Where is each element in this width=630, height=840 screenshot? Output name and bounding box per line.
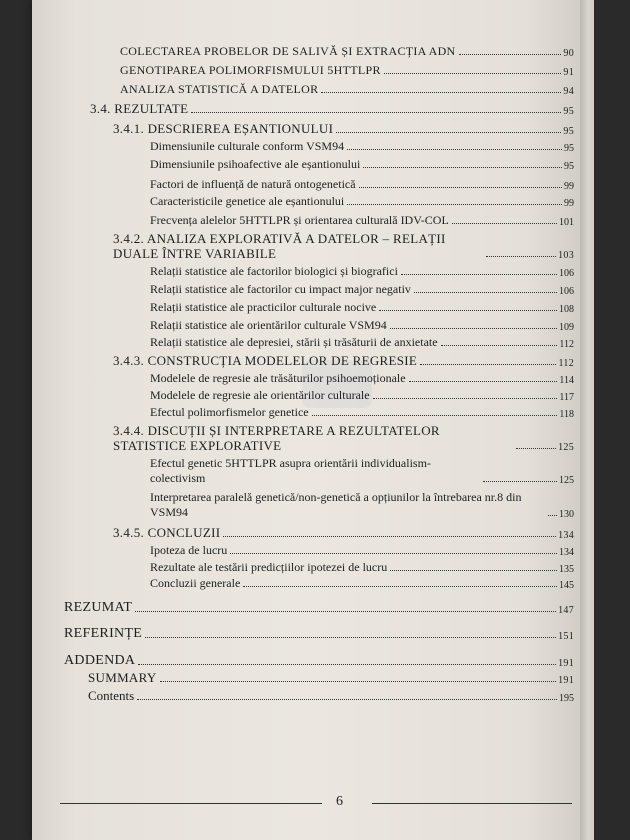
dot-leader bbox=[359, 187, 562, 188]
footer-rule-left bbox=[60, 803, 322, 804]
toc-entry-page: 106 bbox=[559, 268, 574, 279]
toc-entry-title: Relații statistice ale depresiei, stării și trăsăturii de anxietate bbox=[150, 335, 438, 349]
toc-entry-title: SUMMARY bbox=[88, 670, 157, 685]
toc-entry-title: GENOTIPAREA POLIMORFISMULUI 5HTTLPR bbox=[120, 63, 381, 77]
toc-entry-page: 106 bbox=[559, 286, 574, 297]
toc-entry bbox=[150, 456, 574, 486]
dot-leader bbox=[390, 570, 557, 571]
dot-leader bbox=[379, 310, 557, 311]
toc-entry-page: 103 bbox=[558, 250, 574, 261]
toc-entry-title: Caracteristicile genetice ale eșantionului bbox=[150, 194, 345, 208]
dot-leader bbox=[516, 448, 556, 449]
toc-entry-page: 112 bbox=[558, 358, 574, 369]
toc-entry-page: 134 bbox=[558, 530, 574, 541]
toc-entry-title: Dimensiunile culturale conform VSM94 bbox=[150, 139, 345, 153]
toc-entry bbox=[113, 231, 574, 261]
dot-leader bbox=[137, 699, 557, 700]
toc-entry-page: 95 bbox=[563, 126, 574, 137]
toc-entry bbox=[120, 63, 574, 78]
toc-entry bbox=[113, 525, 574, 541]
toc-entry-page: 145 bbox=[559, 580, 574, 591]
toc-entry bbox=[150, 560, 574, 575]
dot-leader bbox=[336, 132, 561, 133]
dot-leader bbox=[441, 345, 558, 346]
dot-leader bbox=[452, 223, 557, 224]
toc-entry bbox=[150, 139, 574, 154]
toc-entry bbox=[150, 194, 574, 209]
toc-entry bbox=[150, 300, 574, 315]
dot-leader bbox=[390, 328, 557, 329]
toc-entry-title: 3.4.4. DISCUȚII ȘI INTERPRETARE A REZULTATELOR STATISTICE EXPLORATIVE bbox=[113, 423, 440, 453]
toc-entry-page: 99 bbox=[564, 181, 574, 192]
toc-entry bbox=[150, 157, 574, 172]
toc-entry-page: 109 bbox=[559, 322, 574, 333]
toc-entry bbox=[64, 653, 574, 669]
toc-entry-title: Modelele de regresie ale orientărilor culturale bbox=[150, 388, 370, 402]
toc-entry bbox=[113, 423, 574, 453]
toc-entry-title: REFERINȚE bbox=[64, 626, 143, 641]
dot-leader bbox=[483, 481, 557, 482]
toc-entry bbox=[150, 264, 574, 279]
toc-entry-page: 151 bbox=[558, 631, 574, 642]
dot-leader bbox=[414, 292, 557, 293]
dot-leader bbox=[459, 54, 562, 55]
toc-entry-page: 135 bbox=[559, 564, 574, 575]
toc-entry-page: 125 bbox=[559, 475, 574, 486]
toc-entry bbox=[150, 282, 574, 297]
dot-leader bbox=[135, 611, 556, 612]
table-of-contents bbox=[32, 0, 580, 840]
toc-entry-title: Relații statistice ale orientărilor culturale VSM94 bbox=[150, 318, 387, 332]
toc-entry bbox=[113, 121, 574, 137]
toc-entry bbox=[88, 688, 574, 704]
toc-entry-page: 95 bbox=[564, 161, 574, 172]
dot-leader bbox=[548, 515, 557, 516]
toc-entry-title: Dimensiunile psihoafective ale eșantionului bbox=[150, 157, 361, 171]
dot-leader bbox=[230, 553, 557, 554]
toc-entry bbox=[64, 626, 574, 642]
dot-leader bbox=[420, 364, 556, 365]
toc-entry-title: REZUMAT bbox=[64, 600, 133, 615]
toc-entry-page: 108 bbox=[559, 304, 574, 315]
toc-entry bbox=[150, 177, 574, 192]
toc-entry-page: 90 bbox=[563, 48, 574, 59]
toc-entry bbox=[113, 353, 574, 369]
toc-entry bbox=[64, 600, 574, 616]
toc-entry-page: 101 bbox=[559, 217, 574, 228]
toc-entry bbox=[120, 82, 574, 97]
toc-entry-page: 95 bbox=[563, 106, 574, 117]
toc-entry bbox=[150, 490, 574, 520]
page-number: 6 bbox=[336, 794, 343, 809]
toc-entry-title: 3.4. REZULTATE bbox=[90, 101, 189, 116]
toc-entry bbox=[150, 318, 574, 333]
toc-entry-title: Efectul polimorfismelor genetice bbox=[150, 405, 309, 419]
footer-rule-right bbox=[372, 803, 572, 804]
toc-entry-page: 94 bbox=[563, 86, 574, 97]
toc-entry-title: Efectul genetic 5HTTLPR asupra orientării individualism-colectivism bbox=[150, 456, 431, 485]
toc-entry-title: 3.4.2. ANALIZA EXPLORATIVĂ A DATELOR – RELAȚII DUALE ÎNTRE VARIABILE bbox=[113, 231, 446, 261]
toc-entry-title: Interpretarea paralelă genetică/non-genetică a opțiunilor la întrebarea nr.8 din VSM94 bbox=[150, 490, 522, 519]
toc-entry-title: Frecvența alelelor 5HTTLPR și orientarea culturală IDV-COL bbox=[150, 213, 449, 227]
dot-leader bbox=[401, 274, 557, 275]
toc-entry-title: Factori de influență de natură ontogenetică bbox=[150, 177, 356, 191]
toc-entry-title: Concluzii generale bbox=[150, 576, 241, 590]
toc-entry-title: Relații statistice ale factorilor cu impact major negativ bbox=[150, 282, 411, 296]
toc-entry-page: 91 bbox=[563, 67, 574, 78]
toc-entry-page: 117 bbox=[559, 392, 574, 403]
dot-leader bbox=[363, 167, 562, 168]
toc-entry-title: Modelele de regresie ale trăsăturilor psihoemoționale bbox=[150, 371, 406, 385]
toc-entry-title: Rezultate ale testării predicțiilor ipotezei de lucru bbox=[150, 560, 388, 574]
dot-leader bbox=[347, 204, 562, 205]
dot-leader bbox=[223, 536, 556, 537]
toc-entry bbox=[150, 388, 574, 403]
toc-entry-title: Relații statistice ale practicilor culturale nocive bbox=[150, 300, 377, 314]
dot-leader bbox=[145, 637, 556, 638]
dot-leader bbox=[160, 681, 557, 682]
dot-leader bbox=[384, 73, 562, 74]
toc-entry-page: 191 bbox=[558, 658, 574, 669]
toc-entry-page: 130 bbox=[559, 509, 574, 520]
toc-entry bbox=[88, 670, 574, 686]
dot-leader bbox=[409, 381, 558, 382]
toc-entry-title: Ipoteza de lucru bbox=[150, 543, 228, 557]
toc-entry-page: 112 bbox=[559, 339, 574, 350]
toc-entry bbox=[120, 44, 574, 59]
toc-entry-title: Contents bbox=[88, 688, 135, 703]
toc-entry bbox=[150, 335, 574, 350]
toc-entry-page: 191 bbox=[558, 675, 574, 686]
dot-leader bbox=[321, 92, 561, 93]
toc-entry-title: Relații statistice ale factorilor biologici și biografici bbox=[150, 264, 398, 278]
toc-entry bbox=[150, 213, 574, 228]
dot-leader bbox=[373, 398, 558, 399]
toc-entry-page: 118 bbox=[559, 409, 574, 420]
toc-entry bbox=[150, 371, 574, 386]
toc-entry bbox=[150, 405, 574, 420]
dot-leader bbox=[312, 415, 558, 416]
dot-leader bbox=[347, 149, 562, 150]
toc-entry-title: 3.4.1. DESCRIEREA EȘANTIONULUI bbox=[113, 121, 334, 136]
dot-leader bbox=[486, 256, 556, 257]
toc-entry-title: COLECTAREA PROBELOR DE SALIVĂ ȘI EXTRACȚIA ADN bbox=[120, 44, 456, 58]
toc-entry-page: 134 bbox=[559, 547, 574, 558]
toc-entry-page: 95 bbox=[564, 143, 574, 154]
toc-entry-page: 195 bbox=[559, 693, 574, 704]
toc-entry-title: ADDENDA bbox=[64, 653, 136, 668]
toc-entry-title: 3.4.3. CONSTRUCȚIA MODELELOR DE REGRESIE bbox=[113, 353, 418, 368]
dot-leader bbox=[191, 112, 561, 113]
facing-page-edge bbox=[580, 0, 594, 840]
dot-leader bbox=[138, 664, 556, 665]
toc-entry bbox=[90, 101, 574, 117]
toc-entry bbox=[150, 576, 574, 591]
toc-entry-page: 125 bbox=[558, 442, 574, 453]
dot-leader bbox=[243, 586, 557, 587]
book-page bbox=[32, 0, 580, 840]
toc-entry-page: 99 bbox=[564, 198, 574, 209]
toc-entry-page: 147 bbox=[558, 605, 574, 616]
toc-entry-title: ANALIZA STATISTICĂ A DATELOR bbox=[120, 82, 319, 96]
toc-entry bbox=[150, 543, 574, 558]
toc-entry-page: 114 bbox=[559, 375, 574, 386]
toc-entry-title: 3.4.5. CONCLUZII bbox=[113, 525, 221, 540]
